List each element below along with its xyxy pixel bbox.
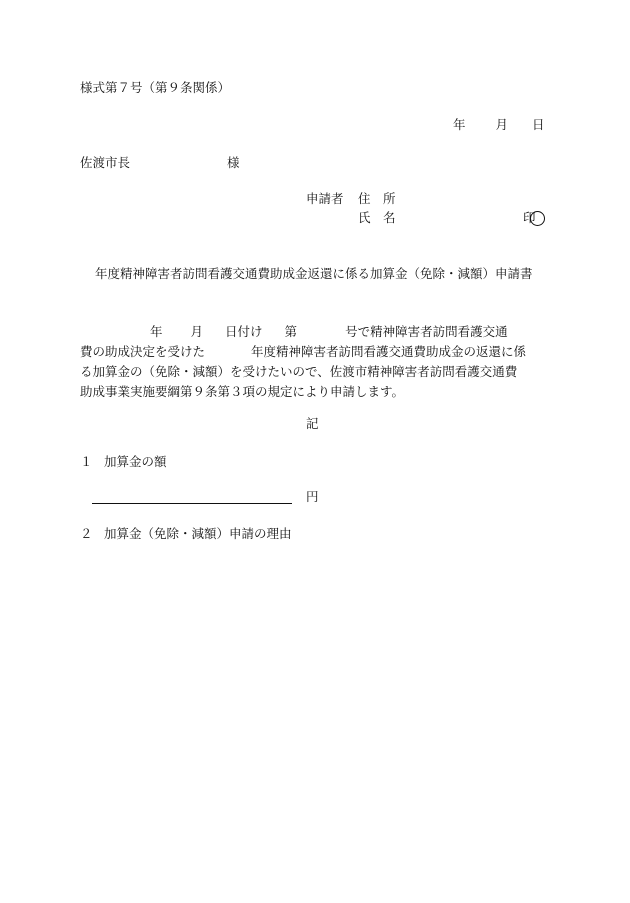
item-2-label: 加算金（免除・減額）申請の理由 — [104, 526, 292, 541]
item-1-label: 加算金の額 — [104, 454, 167, 469]
date-day: 日 — [532, 117, 545, 132]
yen-unit: 円 — [306, 489, 319, 504]
addressee — [80, 155, 240, 170]
item-1 — [80, 456, 167, 469]
date-year: 年 — [453, 117, 466, 132]
date-line — [453, 119, 545, 132]
seal-mark — [523, 211, 543, 227]
form-number: 様式第７号（第９条関係） — [80, 80, 231, 95]
seal-char: 印 — [523, 210, 536, 225]
honorific: 様 — [227, 155, 240, 170]
ki-heading: 記 — [306, 416, 319, 431]
body-line-2: 費の助成決定を受けた 年度精神障害者訪問看護交通費助成金の返還に係 — [80, 344, 527, 359]
body-line-3: る加算金の（免除・減額）を受けたいので、佐渡市精神障害者訪問看護交通費 — [80, 364, 518, 379]
addressee-name: 佐渡市長 — [80, 155, 131, 170]
seal-circle-icon — [530, 211, 545, 226]
item-2 — [80, 528, 292, 541]
document-title: 年度精神障害者訪問看護交通費助成金返還に係る加算金（免除・減額）申請書 — [95, 266, 533, 281]
date-month: 月 — [495, 117, 509, 132]
name-label: 氏 名 — [358, 210, 396, 225]
amount-blank-line — [92, 503, 292, 504]
applicant-label: 申請者 — [306, 191, 344, 206]
item-2-number: ２ — [80, 526, 93, 541]
body-line-1: 年 月 日付け 第 号で精神障害者訪問看護交通 — [150, 324, 508, 339]
item-1-number: １ — [80, 454, 93, 469]
body-line-4: 助成事業実施要綱第９条第３項の規定により申請します。 — [80, 384, 405, 399]
address-label: 住 所 — [358, 191, 396, 206]
body-text — [80, 322, 548, 402]
